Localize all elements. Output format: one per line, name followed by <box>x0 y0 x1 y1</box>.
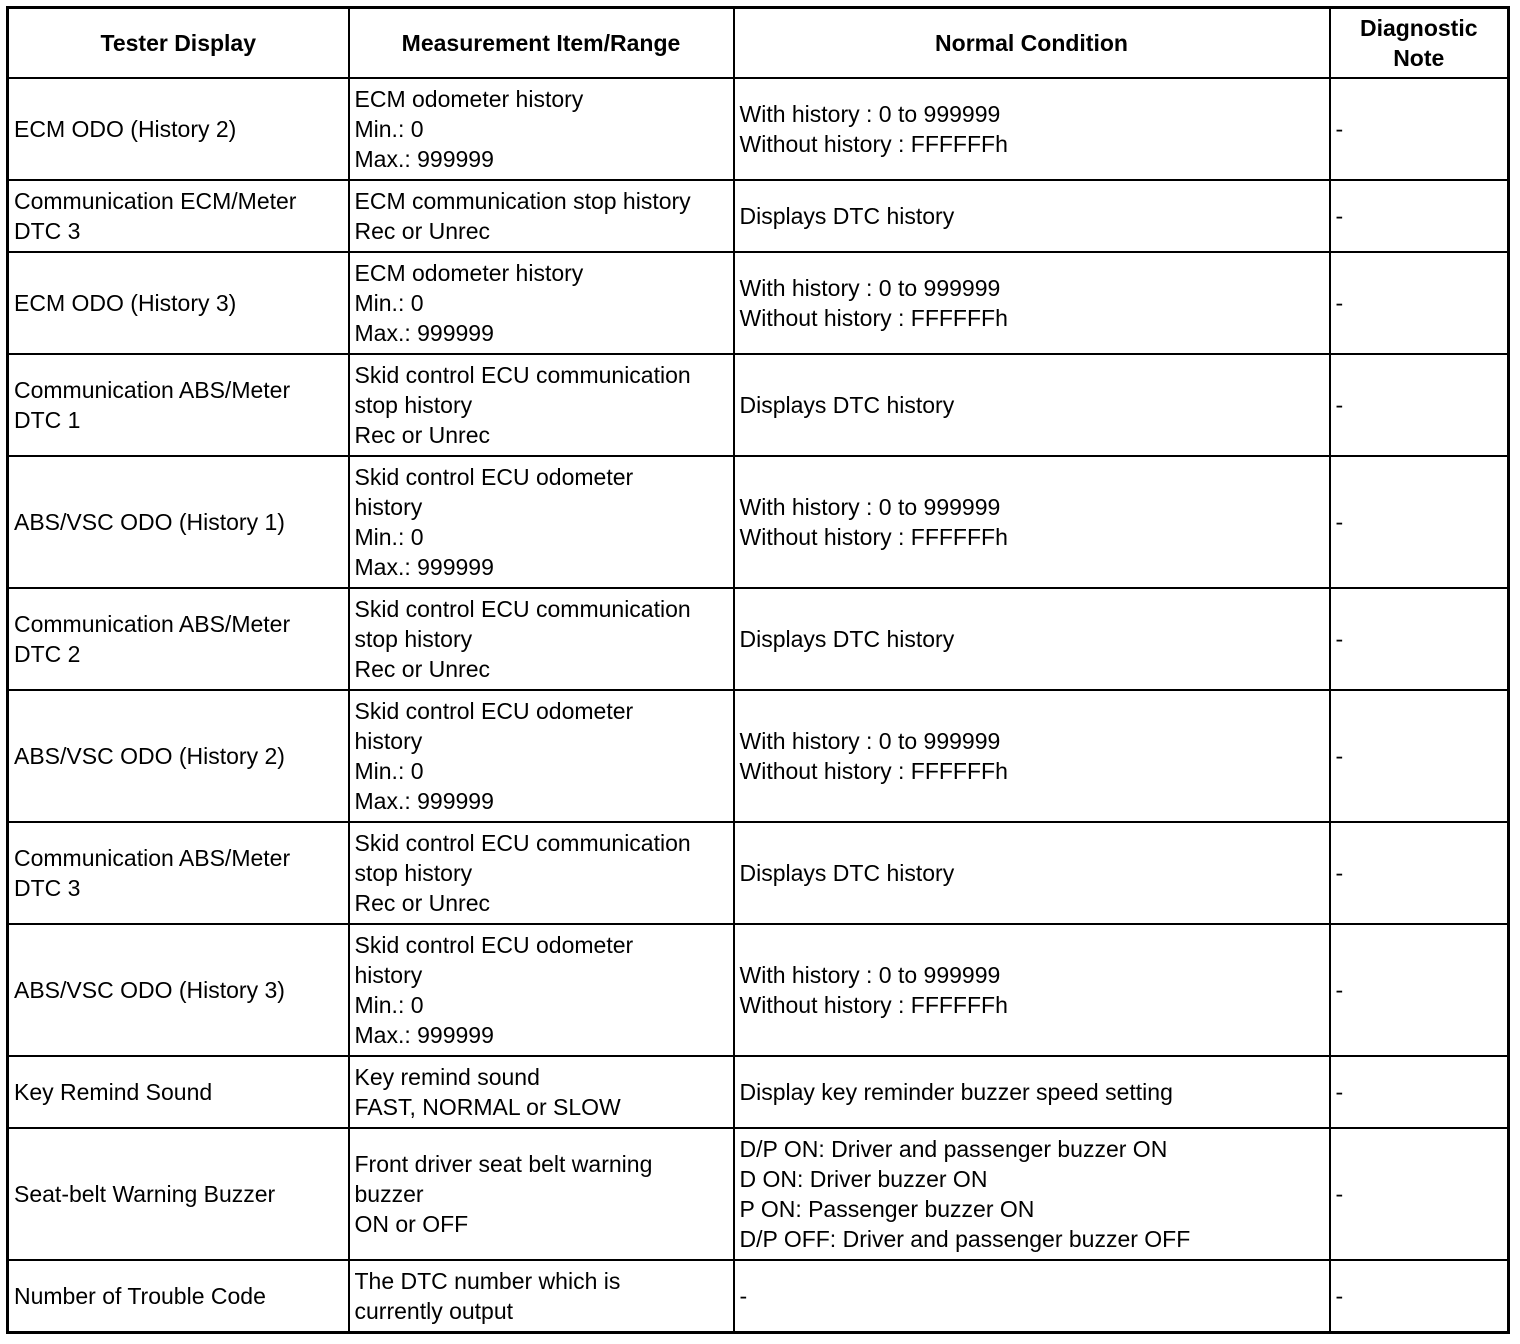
cell-tester-display: Communication ECM/Meter DTC 3 <box>8 180 349 252</box>
cell-normal-condition: Display key reminder buzzer speed setting <box>734 1056 1330 1128</box>
table-row <box>8 690 1509 822</box>
cell-diagnostic-note: - <box>1330 456 1509 588</box>
cell-diagnostic-note: - <box>1330 924 1509 1056</box>
cell-normal-condition: With history : 0 to 999999 Without history : FFFFFFh <box>734 456 1330 588</box>
cell-tester-display: Communication ABS/Meter DTC 3 <box>8 822 349 924</box>
cell-normal-condition: With history : 0 to 999999 Without history : FFFFFFh <box>734 78 1330 180</box>
cell-measurement: Skid control ECU odometer history Min.: 0 Max.: 999999 <box>349 924 734 1056</box>
table-row <box>8 1128 1509 1260</box>
cell-diagnostic-note: - <box>1330 354 1509 456</box>
table-row <box>8 180 1509 252</box>
cell-diagnostic-note: - <box>1330 180 1509 252</box>
cell-normal-condition: - <box>734 1260 1330 1333</box>
cell-normal-condition: Displays DTC history <box>734 822 1330 924</box>
cell-diagnostic-note: - <box>1330 1128 1509 1260</box>
table-row <box>8 822 1509 924</box>
cell-tester-display: Communication ABS/Meter DTC 2 <box>8 588 349 690</box>
table-row <box>8 354 1509 456</box>
table-row <box>8 588 1509 690</box>
cell-diagnostic-note: - <box>1330 822 1509 924</box>
header-tester-display: Tester Display <box>8 8 349 79</box>
cell-measurement: Skid control ECU communication stop history Rec or Unrec <box>349 354 734 456</box>
table-row <box>8 1056 1509 1128</box>
cell-diagnostic-note: - <box>1330 1056 1509 1128</box>
cell-tester-display: Communication ABS/Meter DTC 1 <box>8 354 349 456</box>
cell-measurement: Front driver seat belt warning buzzer ON or OFF <box>349 1128 734 1260</box>
cell-measurement: Skid control ECU communication stop history Rec or Unrec <box>349 822 734 924</box>
cell-tester-display: Key Remind Sound <box>8 1056 349 1128</box>
header-row <box>8 8 1509 79</box>
table-row <box>8 924 1509 1056</box>
cell-normal-condition: Displays DTC history <box>734 180 1330 252</box>
cell-normal-condition: D/P ON: Driver and passenger buzzer ON D ON: Driver buzzer ON P ON: Passenger buzzer ON D/P OFF: Driver and passenger buzzer OFF <box>734 1128 1330 1260</box>
cell-measurement: Skid control ECU odometer history Min.: 0 Max.: 999999 <box>349 690 734 822</box>
table-row <box>8 252 1509 354</box>
header-measurement-item-range: Measurement Item/Range <box>349 8 734 79</box>
cell-tester-display: Seat-belt Warning Buzzer <box>8 1128 349 1260</box>
header-diagnostic-note: Diagnostic Note <box>1330 8 1509 79</box>
cell-tester-display: ECM ODO (History 3) <box>8 252 349 354</box>
cell-measurement: ECM odometer history Min.: 0 Max.: 999999 <box>349 78 734 180</box>
table-row <box>8 1260 1509 1333</box>
cell-normal-condition: With history : 0 to 999999 Without history : FFFFFFh <box>734 252 1330 354</box>
cell-measurement: Skid control ECU odometer history Min.: 0 Max.: 999999 <box>349 456 734 588</box>
header-normal-condition: Normal Condition <box>734 8 1330 79</box>
cell-diagnostic-note: - <box>1330 252 1509 354</box>
cell-measurement: Skid control ECU communication stop history Rec or Unrec <box>349 588 734 690</box>
cell-measurement: ECM odometer history Min.: 0 Max.: 999999 <box>349 252 734 354</box>
cell-tester-display: ABS/VSC ODO (History 2) <box>8 690 349 822</box>
cell-diagnostic-note: - <box>1330 690 1509 822</box>
table-row <box>8 78 1509 180</box>
data-table <box>6 6 1510 1334</box>
cell-normal-condition: Displays DTC history <box>734 354 1330 456</box>
cell-normal-condition: With history : 0 to 999999 Without history : FFFFFFh <box>734 924 1330 1056</box>
cell-diagnostic-note: - <box>1330 78 1509 180</box>
cell-normal-condition: With history : 0 to 999999 Without history : FFFFFFh <box>734 690 1330 822</box>
cell-diagnostic-note: - <box>1330 1260 1509 1333</box>
cell-tester-display: ABS/VSC ODO (History 1) <box>8 456 349 588</box>
cell-measurement: ECM communication stop history Rec or Unrec <box>349 180 734 252</box>
cell-tester-display: ABS/VSC ODO (History 3) <box>8 924 349 1056</box>
cell-measurement: The DTC number which is currently output <box>349 1260 734 1333</box>
table-row <box>8 456 1509 588</box>
cell-normal-condition: Displays DTC history <box>734 588 1330 690</box>
cell-diagnostic-note: - <box>1330 588 1509 690</box>
cell-tester-display: ECM ODO (History 2) <box>8 78 349 180</box>
cell-measurement: Key remind sound FAST, NORMAL or SLOW <box>349 1056 734 1128</box>
cell-tester-display: Number of Trouble Code <box>8 1260 349 1333</box>
